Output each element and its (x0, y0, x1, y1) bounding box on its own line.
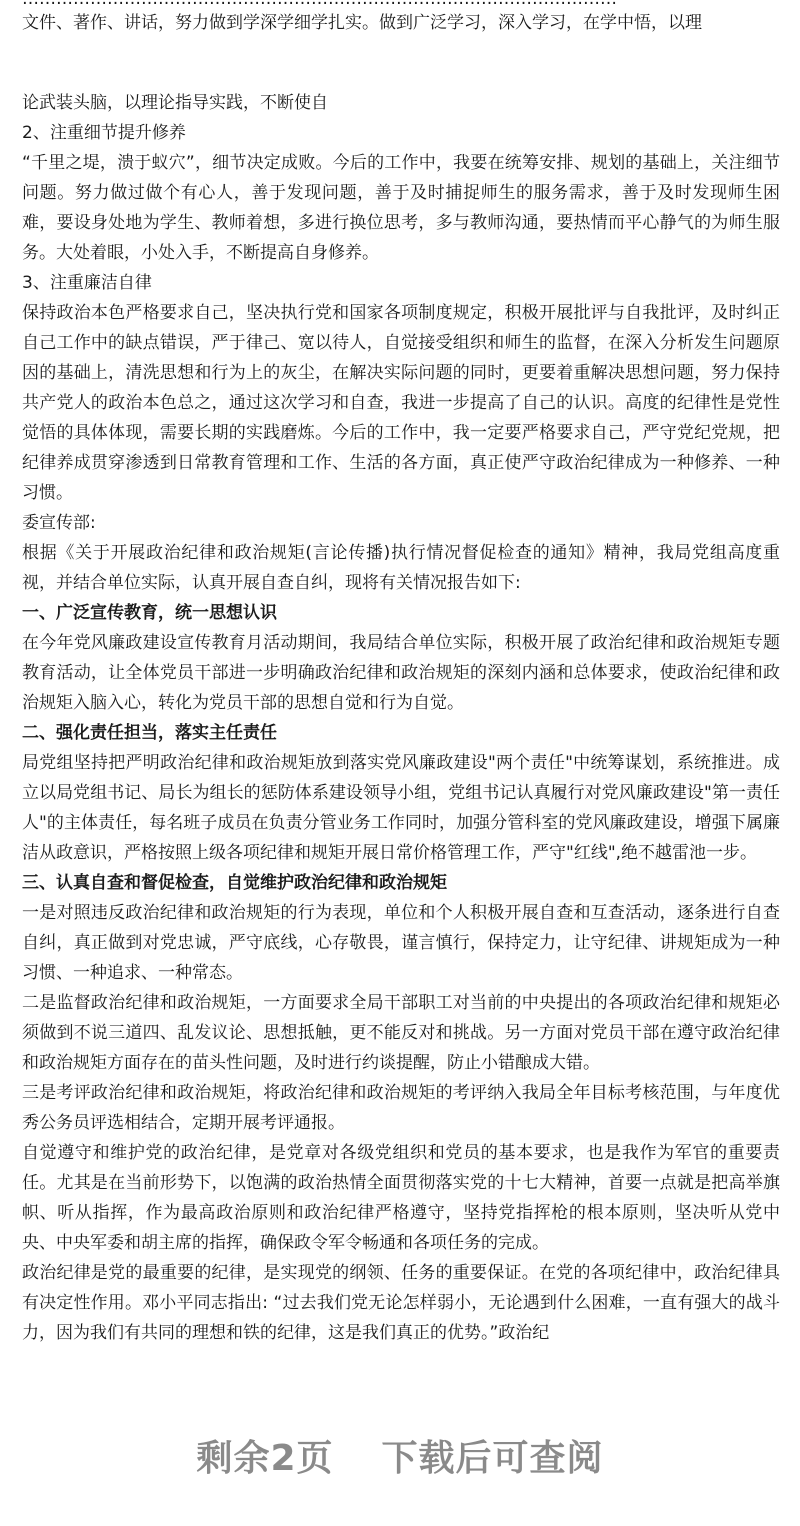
paragraph-9: 局党组坚持把严明政治纪律和政治规矩放到落实党风廉政建设"两个责任"中统筹谋划，系统推进。成立以局党组书记、局长为组长的惩防体系建设领导小组，党组书记认真履行对党风廉政建设"第一责任人"的主体责任，每名班子成员在负责分管业务工作同时，加强分管科室的党风廉政建设，增强下属廉洁从政意识，严格按照上级各项纪律和规矩开展日常价格管理工作，严守"红线",绝不越雷池一步。 (22, 753, 780, 863)
download-prompt[interactable] (0, 1420, 800, 1490)
recipient-line: 委宣传部: (22, 513, 96, 533)
paragraph-3: “千里之堤，溃于蚁穴”，细节决定成败。今后的工作中，我要在统筹安排、规划的基础上，关注细节问题。努力做过做个有心人，善于发现问题，善于及时捕捉师生的服务需求，善于及时发现师生困难，要设身处地为学生、教师着想，多进行换位思考，多与教师沟通，要热情而平心静气的为师生服务。大处着眼，小处入手，不断提高自身修养。 (22, 153, 780, 263)
paragraph-7: 根据《关于开展政治纪律和政治规矩(言论传播)执行情况督促检查的通知》精神，我局党组高度重视，并结合单位实际，认真开展自查自纠，现将有关情况报告如下: (22, 543, 780, 593)
paragraph-11: 二是监督政治纪律和政治规矩，一方面要求全局干部职工对当前的中央提出的各项政治纪律和规矩必须做到不说三道四、乱发议论、思想抵触，更不能反对和挑战。另一方面对党员干部在遵守政治纪律和政治规矩方面存在的苗头性问题，及时进行约谈提醒，防止小错酿成大错。 (22, 993, 780, 1073)
section-heading-3: 3、注重廉洁自律 (22, 273, 152, 293)
paragraph-8: 在今年党风廉政建设宣传教育月活动期间，我局结合单位实际，积极开展了政治纪律和政治规矩专题教育活动，让全体党员干部进一步明确政治纪律和政治规矩的深刻内涵和总体要求，使政治纪律和政治规矩入脑入心，转化为党员干部的思想自觉和行为自觉。 (22, 633, 780, 713)
remaining-pages-label: 剩余2页 (196, 1437, 334, 1479)
paragraph-13: 自觉遵守和维护党的政治纪律，是党章对各级党组织和党员的基本要求，也是我作为军官的重要责任。尤其是在当前形势下，以饱满的政治热情全面贯彻落实党的十七大精神，首要一点就是把高举旗帜、听从指挥，作为最高政治原则和政治纪律严格遵守，坚持党指挥枪的根本原则，坚决听从党中央、中央军委和胡主席的指挥，确保政令军令畅通和各项任务的完成。 (22, 1143, 780, 1253)
heading-3: 三、认真自查和督促检查，自觉维护政治纪律和政治规矩 (22, 873, 447, 893)
paragraph-10: 一是对照违反政治纪律和政治规矩的行为表现，单位和个人积极开展自查和互查活动，逐条进行自查自纠，真正做到对党忠诚，严守底线，心存敬畏，谨言慎行，保持定力，让守纪律、讲规矩成为一种习惯、一种追求、一种常态。 (22, 903, 780, 983)
paragraph-14: 政治纪律是党的最重要的纪律，是实现党的纲领、任务的重要保证。在党的各项纪律中，政治纪律具有决定性作用。邓小平同志指出: “过去我们党无论怎样弱小，无论遇到什么困难，一直有强大的战斗力，因为我们有共同的理想和铁的纪律，这是我们真正的优势。”政治纪 (22, 1263, 780, 1343)
heading-1: 一、广泛宣传教育，统一思想认识 (22, 603, 277, 623)
paragraph-0: 文件、著作、讲话，努力做到学深学细学扎实。做到广泛学习，深入学习，在学中悟，以理 (22, 13, 702, 33)
paragraph-5: 保持政治本色严格要求自己，坚决执行党和国家各项制度规定，积极开展批评与自我批评，及时纠正自己工作中的缺点错误，严于律己、宽以待人，自觉接受组织和师生的监督，在深入分析发生问题原因的基础上，清洗思想和行为上的灰尘，在解决实际问题的同时，更要着重解决思想问题，努力保持共产党人的政治本色总之，通过这次学习和自查，我进一步提高了自己的认识。高度的纪律性是党性觉悟的具体体现，需要长期的实践磨炼。今后的工作中，我一定要严格要求自己，严守党纪党规，把纪律养成贯穿渗透到日常教育管理和工作、生活的各方面，真正使严守政治纪律成为一种修养、一种习惯。 (22, 303, 780, 503)
heading-2: 二、强化责任担当，落实主任责任 (22, 723, 277, 743)
download-to-view-label[interactable]: 下载后可查阅 (381, 1437, 604, 1479)
paragraph-1: 论武装头脑，以理论指导实践，不断使自 (22, 93, 328, 113)
paragraph-12: 三是考评政治纪律和政治规矩，将政治纪律和政治规矩的考评纳入我局全年目标考核范围，与年度优秀公务员评选相结合，定期开展考评通报。 (22, 1083, 780, 1133)
section-heading-2: 2、注重细节提升修养 (22, 123, 186, 143)
